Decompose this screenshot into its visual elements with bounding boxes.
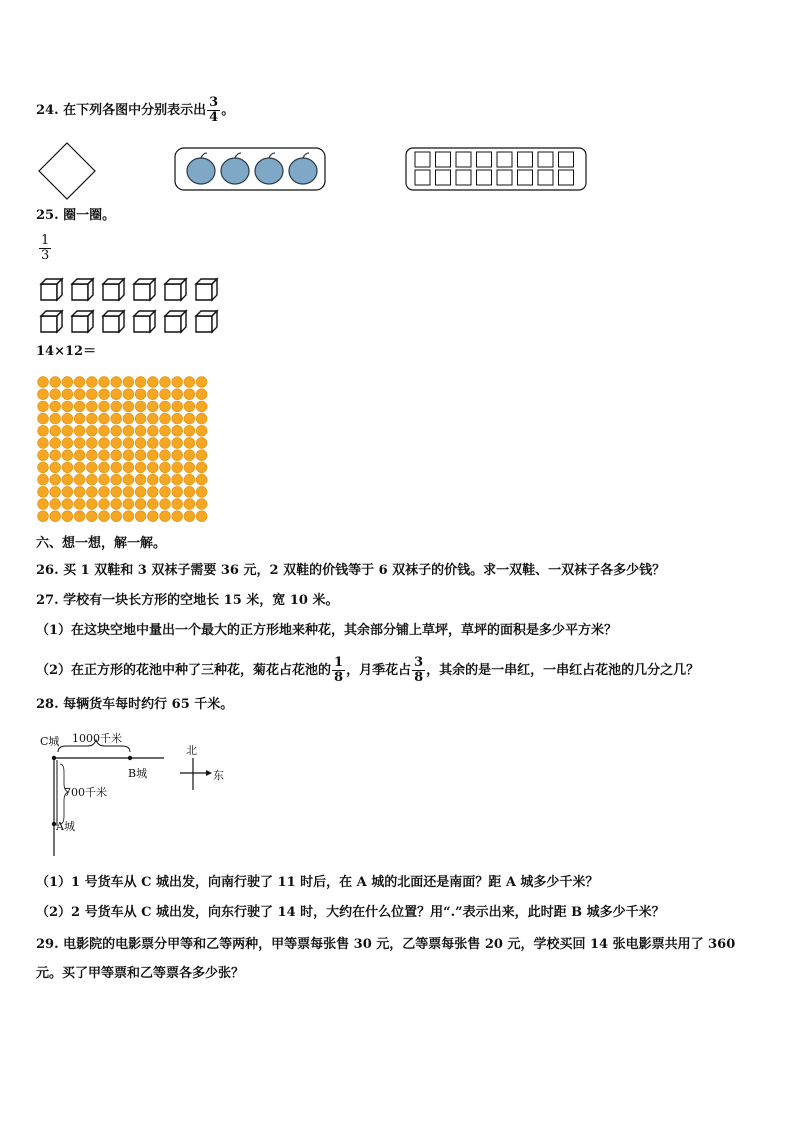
orange-dot (196, 462, 207, 473)
orange-dot (99, 499, 110, 510)
cube-icon (195, 278, 219, 302)
q28-text: 每辆货车每时约行 65 千米。 (63, 697, 234, 712)
orange-dot (86, 377, 97, 388)
orange-dot (62, 450, 73, 461)
small-square (559, 152, 574, 167)
orange-dot (74, 499, 85, 510)
small-square (415, 152, 430, 167)
city-b-label: B城 (128, 767, 148, 780)
orange-dot (99, 401, 110, 412)
q24-frac-den: 4 (209, 110, 219, 125)
orange-dot (50, 401, 61, 412)
orange-dot (196, 511, 207, 522)
orange-dot (184, 413, 195, 424)
q24-fraction (207, 96, 220, 125)
orange-dot (123, 462, 134, 473)
orange-dot (196, 425, 207, 436)
section-title: 六、想一想，解一解。 (36, 536, 167, 551)
orange-dot (184, 389, 195, 400)
orange-dot (62, 474, 73, 485)
orange-dot (38, 413, 49, 424)
orange-dot (184, 377, 195, 388)
orange-dot (196, 389, 207, 400)
cube-grid (40, 278, 230, 334)
orange-dot (135, 377, 146, 388)
q27-number: 27. (36, 593, 59, 608)
apples-figure (174, 147, 326, 191)
orange-dot (74, 462, 85, 473)
q27-sub2 (36, 656, 699, 685)
orange-dot (160, 474, 171, 485)
orange-dot (62, 438, 73, 449)
orange-dot (123, 377, 134, 388)
orange-dot (196, 438, 207, 449)
q27-frac2-den: 8 (414, 670, 424, 685)
orange-dot (160, 462, 171, 473)
orange-dot (62, 499, 73, 510)
orange-dot (123, 511, 134, 522)
orange-dot (184, 486, 195, 497)
orange-dot (111, 438, 122, 449)
compass-east-label: 东 (213, 769, 224, 782)
orange-dot (50, 438, 61, 449)
orange-dot (38, 377, 49, 388)
cube-icon (133, 278, 157, 302)
orange-dot (135, 413, 146, 424)
orange-dot (172, 401, 183, 412)
orange-dot (135, 425, 146, 436)
orange-dot (86, 474, 97, 485)
q24-prompt (36, 96, 234, 125)
small-square (518, 152, 533, 167)
q25-prompt (36, 206, 115, 226)
orange-dot (50, 462, 61, 473)
orange-dot (74, 511, 85, 522)
orange-dot (147, 389, 158, 400)
cube-icon (102, 310, 126, 334)
orange-dot (50, 389, 61, 400)
orange-dot (184, 401, 195, 412)
orange-dot (74, 401, 85, 412)
orange-dot (135, 401, 146, 412)
cube-icon (164, 278, 188, 302)
orange-dot (62, 401, 73, 412)
orange-dot (74, 450, 85, 461)
small-square (477, 152, 492, 167)
q27-frac1-num: 1 (334, 655, 344, 670)
q28-prompt (36, 695, 233, 715)
orange-dot (172, 450, 183, 461)
orange-dot (123, 413, 134, 424)
orange-dot (160, 425, 171, 436)
cube-icon (195, 310, 219, 334)
orange-dot (135, 474, 146, 485)
orange-dot (86, 462, 97, 473)
small-square (456, 152, 471, 167)
orange-dot (86, 438, 97, 449)
small-square (497, 152, 512, 167)
q24-frac-num: 3 (209, 95, 219, 110)
orange-dot (135, 389, 146, 400)
cube-icon (40, 278, 64, 302)
cube-icon (102, 278, 126, 302)
orange-dot (50, 499, 61, 510)
orange-dot (147, 401, 158, 412)
orange-dot (147, 486, 158, 497)
orange-dot (99, 462, 110, 473)
orange-dot (184, 474, 195, 485)
orange-dot (111, 462, 122, 473)
orange-dot (147, 450, 158, 461)
dist-ca-label: 700千米 (64, 786, 107, 799)
orange-dot (62, 486, 73, 497)
q27-sub1: （1）在这块空地中量出一个最大的正方形地来种花，其余部分铺上草坪，草坪的面积是多少平方米？ (36, 623, 618, 638)
orange-dot (196, 499, 207, 510)
orange-dot (184, 462, 195, 473)
orange-dot (50, 450, 61, 461)
orange-dot (99, 389, 110, 400)
orange-dot (160, 413, 171, 424)
cube-icon (164, 310, 188, 334)
orange-dot (184, 438, 195, 449)
orange-dot (62, 425, 73, 436)
orange-dot (160, 511, 171, 522)
q29-line1: 电影院的电影票分甲等和乙等两种，甲等票每张售 30 元，乙等票每张售 20 元，学校买回 14 张电影票共用了 360 (63, 937, 736, 952)
orange-dot (99, 413, 110, 424)
orange-dot (111, 511, 122, 522)
q24-number: 24. (36, 103, 59, 118)
orange-dot (172, 511, 183, 522)
orange-dot (196, 413, 207, 424)
city-b-dot (128, 756, 132, 760)
orange-dot (196, 377, 207, 388)
orange-dot (123, 425, 134, 436)
q27-frac1-den: 8 (334, 670, 344, 685)
orange-dot (74, 377, 85, 388)
orange-dot (62, 377, 73, 388)
orange-dot (147, 511, 158, 522)
orange-dot (74, 474, 85, 485)
small-square (538, 170, 553, 185)
orange-dot (111, 425, 122, 436)
orange-dot (74, 425, 85, 436)
orange-dot (74, 413, 85, 424)
orange-dot (160, 499, 171, 510)
orange-dot (99, 486, 110, 497)
orange-dot (38, 486, 49, 497)
q27-sub2-a: （2）在正方形的花池中种了三种花，菊花占花池的 (36, 663, 332, 678)
orange-dot (99, 450, 110, 461)
orange-dot (172, 389, 183, 400)
cube-icon (133, 310, 157, 334)
orange-dot (62, 413, 73, 424)
orange-dot (99, 474, 110, 485)
orange-dot (38, 450, 49, 461)
orange-dot (62, 511, 73, 522)
orange-dot (86, 389, 97, 400)
orange-dot (50, 425, 61, 436)
q27-sub2-c: ，其余的是一串红，一串红占花池的几分之几？ (426, 663, 700, 678)
orange-dot (111, 450, 122, 461)
orange-dot (62, 389, 73, 400)
orange-dot (123, 389, 134, 400)
orange-dot (74, 486, 85, 497)
small-square (497, 170, 512, 185)
orange-dot (172, 486, 183, 497)
orange-dot (123, 438, 134, 449)
orange-dot (50, 486, 61, 497)
orange-dot (99, 425, 110, 436)
orange-dot (99, 377, 110, 388)
orange-dot (50, 413, 61, 424)
orange-dot (38, 401, 49, 412)
orange-dot (172, 499, 183, 510)
orange-dot (62, 462, 73, 473)
orange-dot (147, 462, 158, 473)
orange-dot (111, 499, 122, 510)
orange-dot (86, 425, 97, 436)
city-c-label: C城 (40, 735, 60, 748)
small-square (456, 170, 471, 185)
orange-dot (196, 486, 207, 497)
orange-dot (74, 438, 85, 449)
small-square (538, 152, 553, 167)
orange-dot (123, 401, 134, 412)
q26-prompt (36, 561, 665, 581)
q27-frac1 (332, 656, 345, 685)
orange-dot (111, 389, 122, 400)
orange-dot (123, 450, 134, 461)
orange-dot (123, 474, 134, 485)
orange-dot (184, 425, 195, 436)
orange-dot (38, 425, 49, 436)
q26-text: 买 1 双鞋和 3 双袜子需要 36 元，2 双鞋的价钱等于 6 双袜子的价钱。求一双鞋、一双袜子各多少钱？ (63, 563, 666, 578)
cube-icon (71, 310, 95, 334)
q24-text: 在下列各图中分别表示出 (63, 103, 207, 118)
orange-dot (123, 486, 134, 497)
q27-sub2-b: ，月季花占 (346, 663, 412, 678)
compass-north-label: 北 (186, 744, 197, 757)
orange-dot (86, 499, 97, 510)
orange-dot (147, 425, 158, 436)
orange-dot (196, 474, 207, 485)
orange-dot (172, 462, 183, 473)
orange-dot (50, 474, 61, 485)
orange-dot (184, 450, 195, 461)
orange-dot (160, 377, 171, 388)
q28-sub2: （2）2 号货车从 C 城出发，向东行驶了 14 时，大约在什么位置？用“.”表示出来，此时距 B 城多少千米？ (36, 905, 665, 920)
orange-dot (86, 450, 97, 461)
orange-dot (135, 511, 146, 522)
orange-dot (196, 401, 207, 412)
orange-dot (50, 511, 61, 522)
q27-prompt (36, 591, 338, 611)
orange-dot (160, 450, 171, 461)
orange-dot (172, 413, 183, 424)
q29-prompt (36, 935, 735, 955)
dist-cb-label: 1000千米 (72, 732, 122, 745)
small-square (518, 170, 533, 185)
orange-dot (86, 413, 97, 424)
orange-dot (184, 511, 195, 522)
cube-icon (71, 278, 95, 302)
orange-dot (111, 413, 122, 424)
orange-dot (38, 511, 49, 522)
orange-dot (135, 462, 146, 473)
orange-dot (196, 450, 207, 461)
orange-dot (123, 499, 134, 510)
small-square (415, 170, 430, 185)
city-a-label: A城 (56, 820, 75, 833)
q27-frac2-num: 3 (414, 655, 424, 670)
orange-dot (135, 438, 146, 449)
orange-dot (50, 377, 61, 388)
squares-figure (405, 147, 587, 191)
orange-dot (38, 499, 49, 510)
orange-dot (38, 474, 49, 485)
orange-dot (147, 474, 158, 485)
q28-sub1: （1）1 号货车从 C 城出发，向南行驶了 11 时后，在 A 城的北面还是南面？距 A 城多少千米？ (36, 875, 599, 890)
orange-dot (38, 438, 49, 449)
orange-dot (86, 511, 97, 522)
city-c-dot (52, 756, 56, 760)
orange-dot (172, 438, 183, 449)
orange-dot (99, 438, 110, 449)
orange-dot (74, 389, 85, 400)
orange-dot (172, 425, 183, 436)
orange-dot (135, 486, 146, 497)
orange-dot (111, 377, 122, 388)
orange-dot (160, 486, 171, 497)
orange-dot (38, 462, 49, 473)
orange-dot (160, 389, 171, 400)
orange-dot (160, 438, 171, 449)
small-square (477, 170, 492, 185)
dot-array (37, 376, 209, 524)
small-square (559, 170, 574, 185)
q28-number: 28. (36, 697, 59, 712)
orange-dot (111, 486, 122, 497)
orange-dot (86, 486, 97, 497)
q25-text: 圈一圈。 (63, 208, 116, 223)
q27-text: 学校有一块长方形的空地长 15 米，宽 10 米。 (63, 593, 339, 608)
orange-dot (172, 474, 183, 485)
small-square (436, 170, 451, 185)
q27-frac2 (412, 656, 425, 685)
orange-dot (184, 499, 195, 510)
orange-dot (111, 474, 122, 485)
orange-dot (38, 389, 49, 400)
q25-frac-num: 1 (41, 233, 50, 248)
orange-dot (147, 413, 158, 424)
q25-number: 25. (36, 208, 59, 223)
orange-dot (147, 377, 158, 388)
orange-dot (147, 499, 158, 510)
orange-dot (86, 401, 97, 412)
small-square (436, 152, 451, 167)
multiplication-equation: 14×12＝ (36, 344, 97, 359)
q25-fraction (38, 234, 52, 263)
orange-dot (147, 438, 158, 449)
diamond-figure (38, 142, 98, 202)
q29-number: 29. (36, 937, 59, 952)
q25-frac-den: 3 (41, 248, 50, 263)
q29-line2: 元。买了甲等票和乙等票各多少张？ (36, 966, 245, 981)
q24-tail: 。 (221, 103, 235, 118)
orange-dot (99, 511, 110, 522)
cube-icon (40, 310, 64, 334)
orange-dot (111, 401, 122, 412)
orange-dot (172, 377, 183, 388)
orange-dot (135, 450, 146, 461)
orange-dot (160, 401, 171, 412)
q26-number: 26. (36, 563, 59, 578)
orange-dot (135, 499, 146, 510)
